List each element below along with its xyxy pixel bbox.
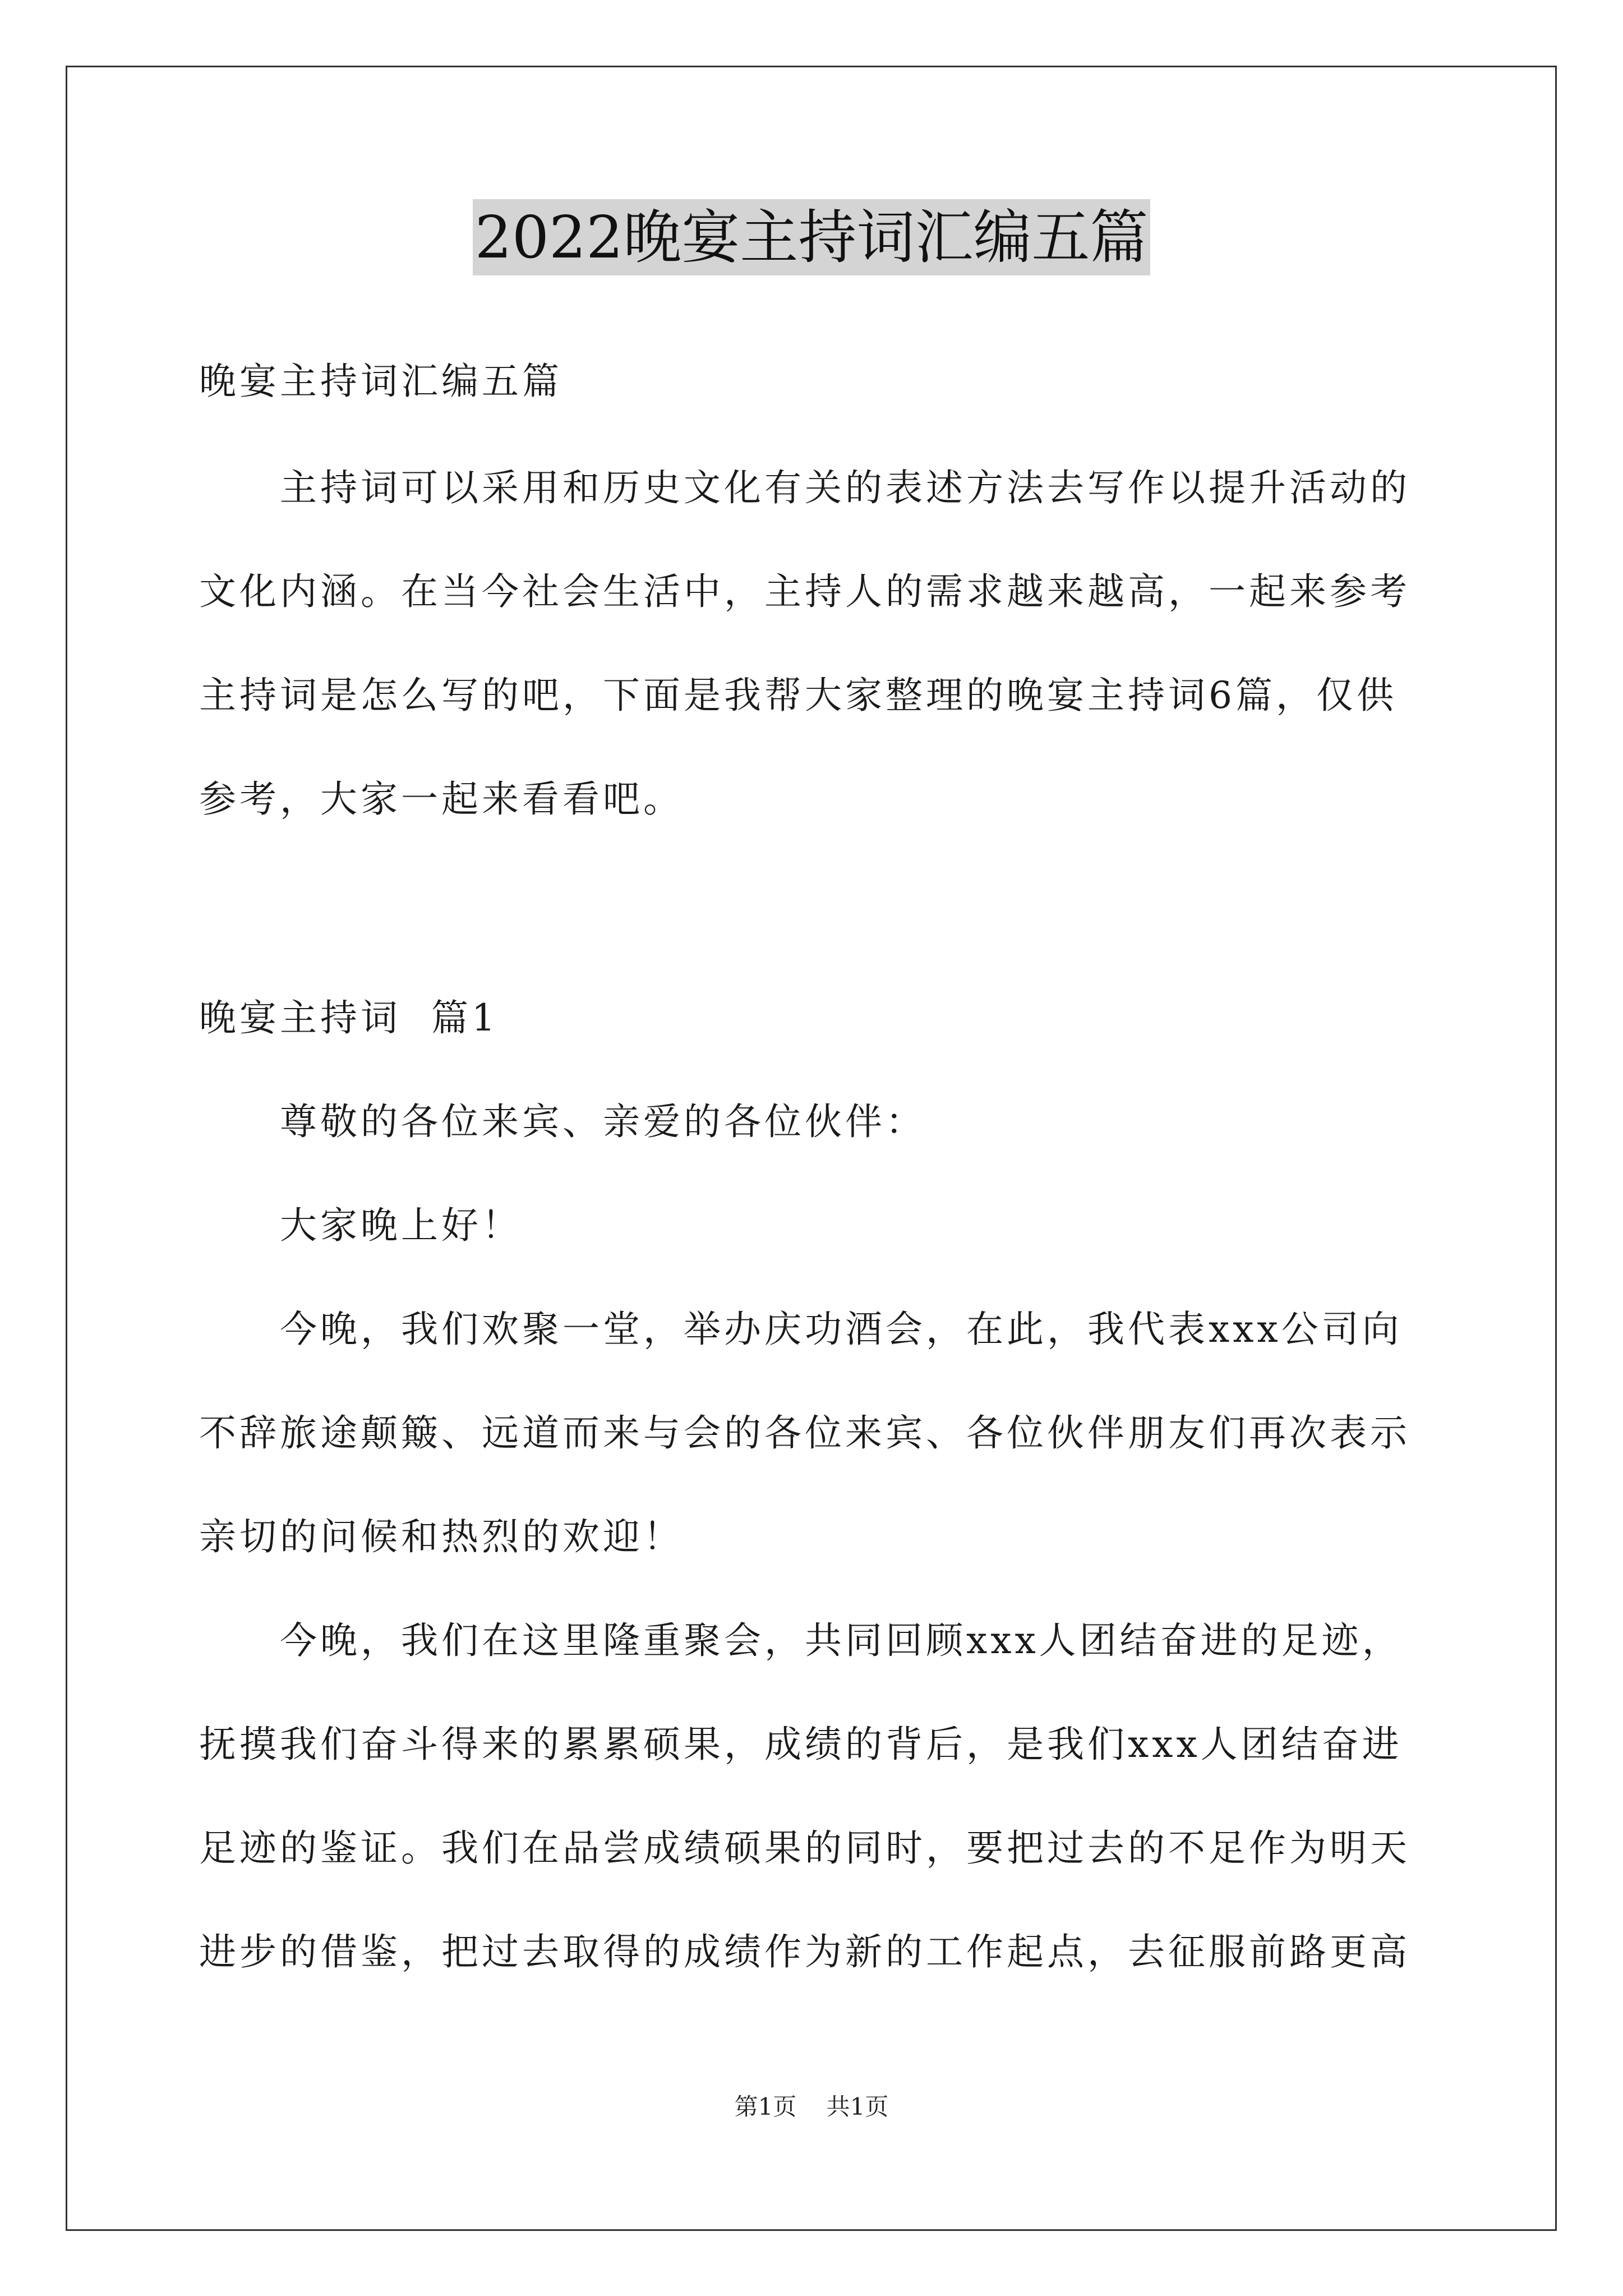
section-heading: 晚宴主持词 篇1 (199, 996, 499, 1039)
page-current: 第1页 (734, 2093, 797, 2120)
intro-line-2: 文化内涵。在当今社会生活中，主持人的需求越来越高，一起来参考 (199, 570, 1410, 613)
body-line-4: 不辞旅途颠簸、远道而来与会的各位来宾、各位伙伴朋友们再次表示 (199, 1411, 1410, 1455)
body-line-2: 大家晚上好！ (280, 1204, 522, 1247)
body-line-3: 今晚，我们欢聚一堂，举办庆功酒会，在此，我代表xxx公司向 (280, 1308, 1403, 1351)
intro-line-4: 参考，大家一起来看看吧。 (199, 777, 684, 821)
page-total: 共1页 (826, 2093, 889, 2120)
intro-line-3: 主持词是怎么写的吧，下面是我帮大家整理的晚宴主持词6篇，仅供 (199, 674, 1397, 717)
body-line-7: 抚摸我们奋斗得来的累累硕果，成绩的背后，是我们xxx人团结奋进 (199, 1723, 1403, 1766)
body-line-5: 亲切的问候和热烈的欢迎！ (199, 1515, 684, 1558)
title-container (0, 199, 1623, 275)
body-line-9: 进步的借鉴，把过去取得的成绩作为新的工作起点，去征服前路更高 (199, 1930, 1410, 1973)
body-line-8: 足迹的鉴证。我们在品尝成绩硕果的同时，要把过去的不足作为明天 (199, 1826, 1410, 1870)
page-footer (0, 2091, 1623, 2123)
intro-line-1: 主持词可以采用和历史文化有关的表述方法去写作以提升活动的 (280, 466, 1410, 509)
body-line-1: 尊敬的各位来宾、亲爱的各位伙伴： (280, 1100, 926, 1143)
document-subtitle: 晚宴主持词汇编五篇 (199, 360, 562, 403)
document-title: 2022晚宴主持词汇编五篇 (473, 199, 1151, 275)
body-line-6: 今晚，我们在这里隆重聚会，共同回顾xxx人团结奋进的足迹， (280, 1619, 1403, 1662)
